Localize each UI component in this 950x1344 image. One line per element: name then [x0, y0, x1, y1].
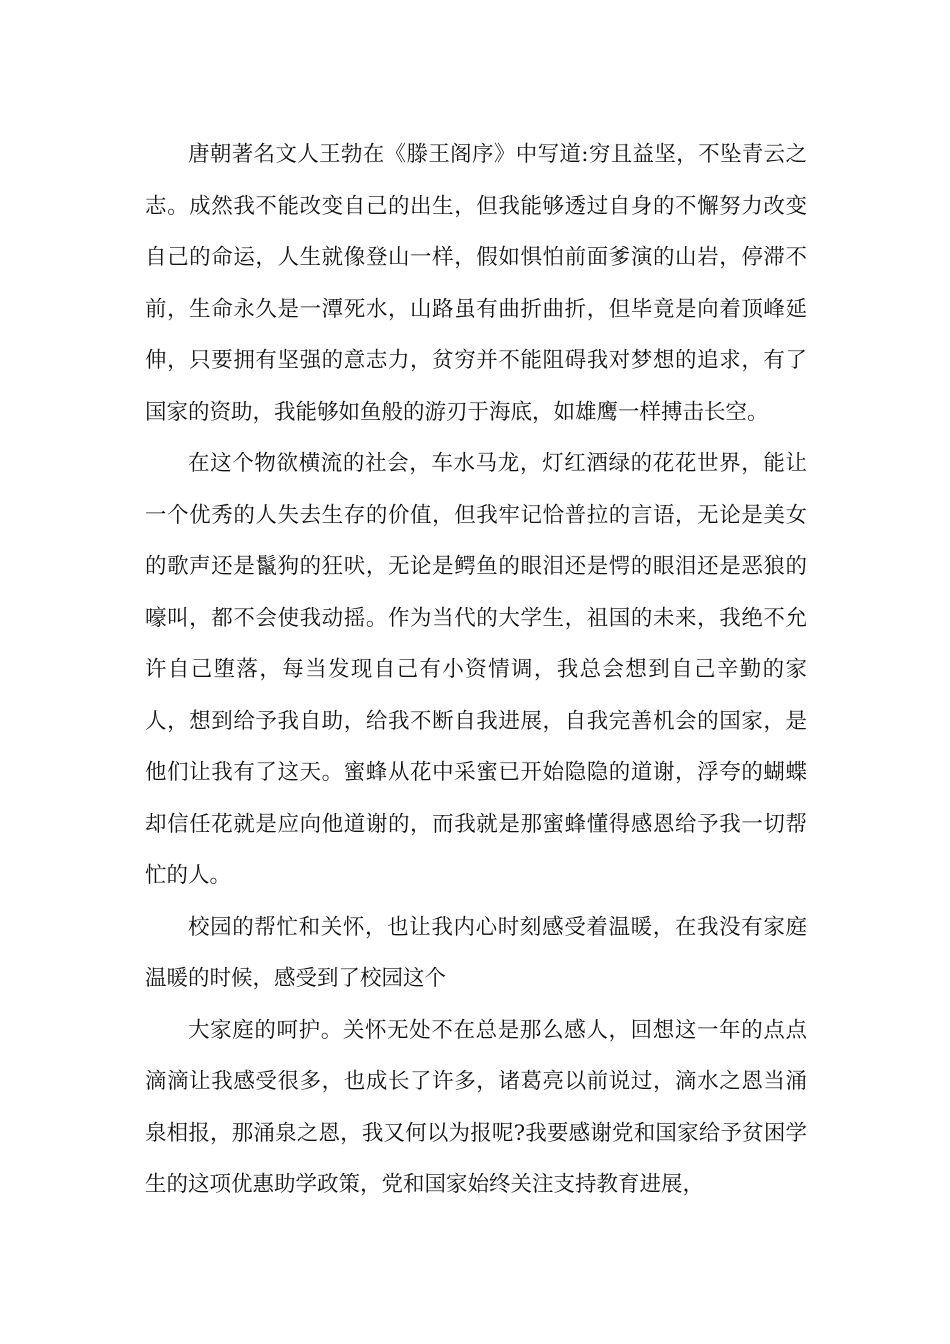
- paragraph: 校园的帮忙和关怀，也让我内心时刻感受着温暖，在我没有家庭温暖的时候，感受到了校园这个: [145, 914, 807, 991]
- body-text: [145, 129, 807, 1211]
- paragraph: 在这个物欲横流的社会，车水马龙，灯红酒绿的花花世界，能让一个优秀的人失去生存的价值，但我牢记恰普拉的言语，无论是美女的歌声还是鬣狗的狂吠，无论是鳄鱼的眼泪还是愕的眼泪还是恶狼的嚎叫，都不会使我动摇。作为当代的大学生，祖国的未来，我绝不允许自己堕落，每当发现自己有小资情调，我总会想到自己辛勤的家人，想到给予我自助，给我不断自我进展，自我完善机会的国家，是他们让我有了这天。蜜蜂从花中采蜜已开始隐隐的道谢，浮夸的蝴蝶却信任花就是应向他道谢的，而我就是那蜜蜂懂得感恩给予我一切帮忙的人。: [145, 451, 807, 888]
- paragraph: 大家庭的呵护。关怀无处不在总是那么感人，回想这一年的点点滴滴让我感受很多，也成长了许多，诸葛亮以前说过，滴水之恩当涌泉相报，那涌泉之恩，我又何以为报呢?我要感谢党和国家给予贫困学生的这项优惠助学政策，党和国家始终关注支持教育进展，: [145, 1017, 807, 1197]
- paragraph: 唐朝著名文人王勃在《滕王阁序》中写道:穷且益坚，不坠青云之志。成然我不能改变自己的出生，但我能够透过自身的不懈努力改变自己的命运，人生就像登山一样，假如惧怕前面爹演的山岩，停滞不前，生命永久是一潭死水，山路虽有曲折曲折，但毕竟是向着顶峰延伸，只要拥有坚强的意志力，贫穷并不能阻碍我对梦想的追求，有了国家的资助，我能够如鱼般的游刃于海底，如雄鹰一样搏击长空。: [145, 142, 807, 425]
